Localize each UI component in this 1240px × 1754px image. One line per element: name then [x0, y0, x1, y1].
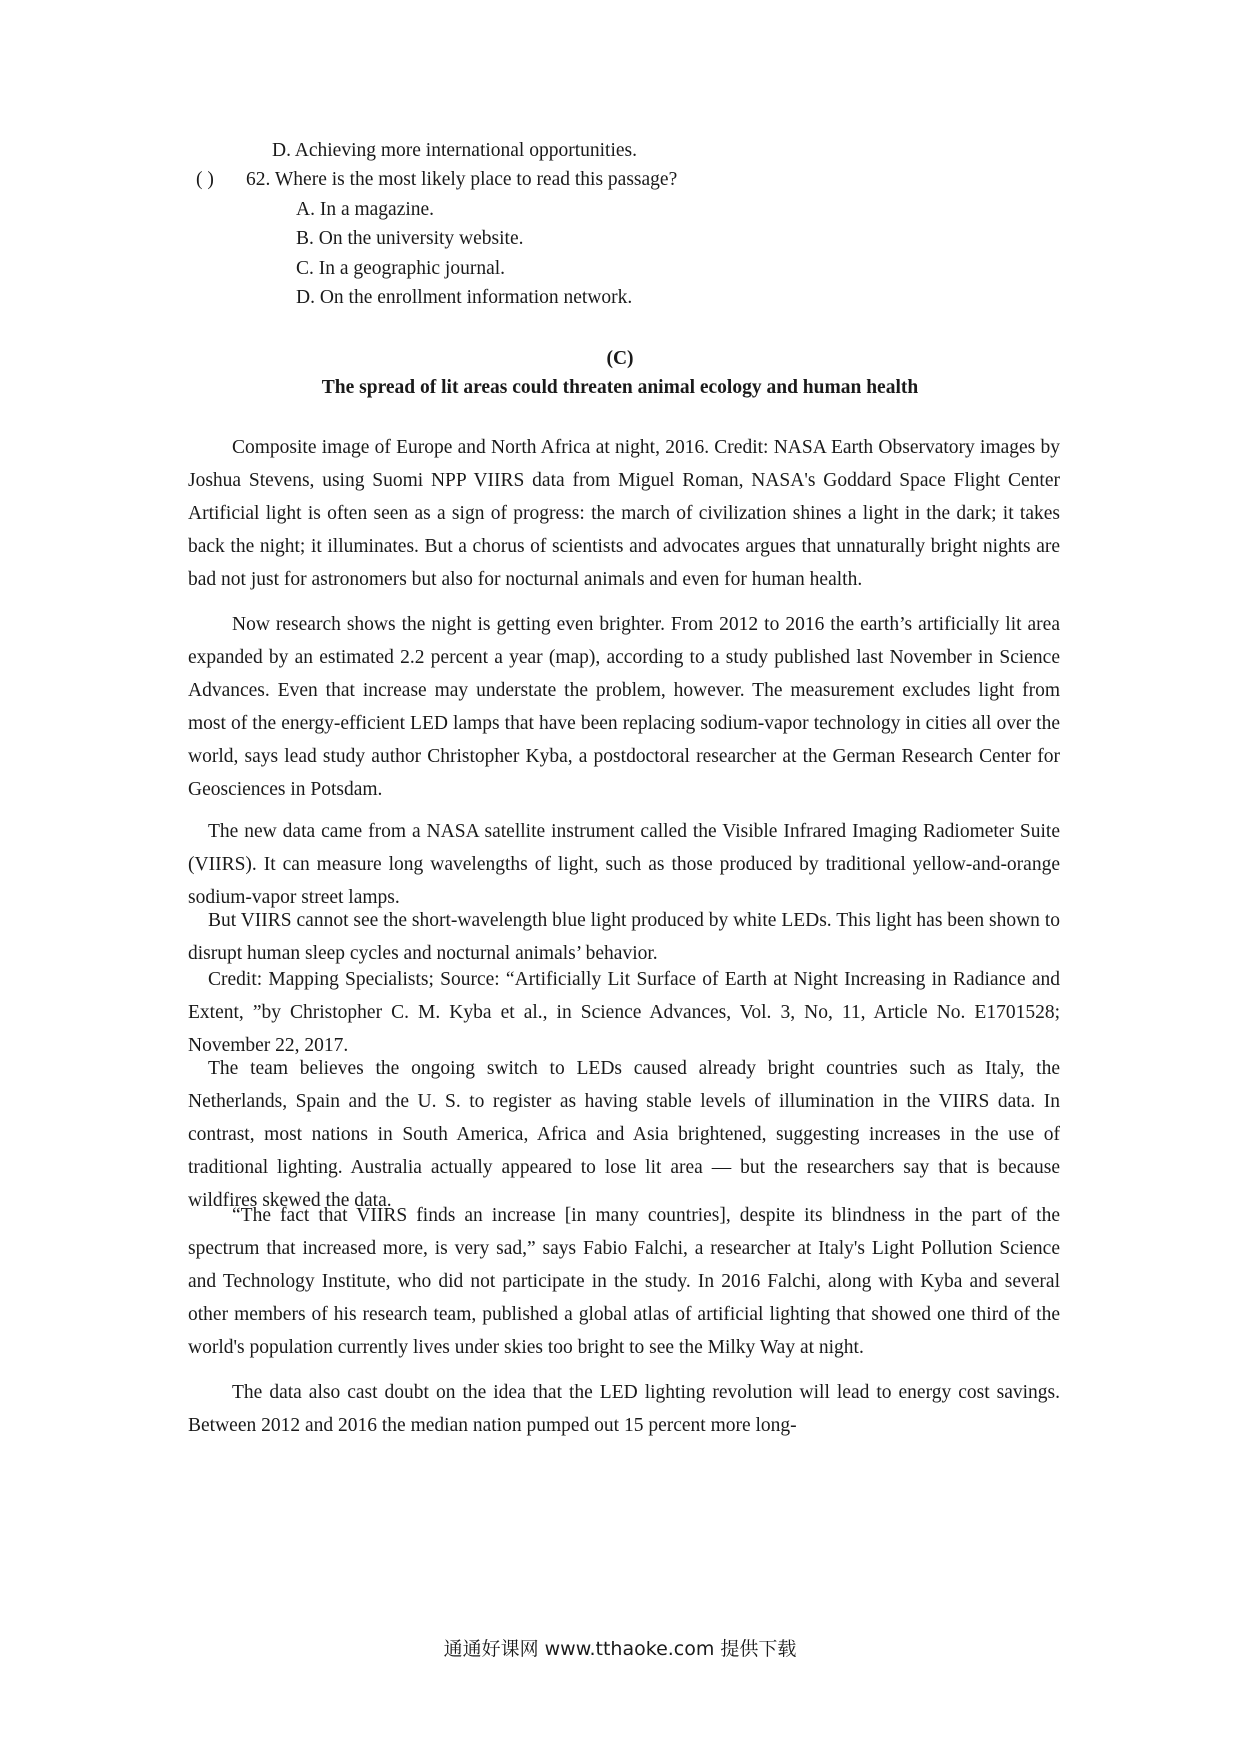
paragraph-8: The data also cast doubt on the idea that the LED lighting revolution will lead to energy cost savings. Between 2012 and 2016 the median nation pumped out 15 percent more long- [188, 1382, 1060, 1436]
section-label: (C) [606, 348, 634, 369]
question-62-option-b: B. On the university website. [296, 228, 524, 249]
paragraph-7: “The fact that VIIRS finds an increase [in many countries], despite its blindness in the part of the spectrum that increased more, is very sad,” says Fabio Falchi, a researcher at Italy's Light Pollution Science and Technology Institute, who did not participate in the study. In 2016 Falchi, along with Kyba and several other members of his research team, published a global atlas of artificial lighting that showed one third of the world's population currently lives under skies too bright to see the Milky Way at night. [188, 1205, 1060, 1358]
answer-bracket: ( ) [196, 169, 214, 190]
paragraph-2: Now research shows the night is getting even brighter. From 2012 to 2016 the earth’s artificially lit area expanded by an estimated 2.2 percent a year (map), according to a study published last November in Science Advances. Even that increase may understate the problem, however. The measurement excludes light from most of the energy-efficient LED lamps that have been replacing sodium-vapor technology in cities all over the world, says lead study author Christopher Kyba, a postdoctoral researcher at the German Research Center for Geosciences in Potsdam. [188, 614, 1060, 800]
paragraph-1: Composite image of Europe and North Africa at night, 2016. Credit: NASA Earth Observatory images by Joshua Stevens, using Suomi NPP VIIRS data from Miguel Roman, NASA's Goddard Space Flight Center Artificial light is often seen as a sign of progress: the march of civilization shines a light in the dark; it takes back the night; it illuminates. But a chorus of scientists and advocates argues that unnaturally bright nights are bad not just for astronomers but also for nocturnal animals and even for human health. [188, 437, 1060, 590]
question-62-option-a: A. In a magazine. [296, 199, 435, 220]
question-62-option-d: D. On the enrollment information network. [296, 287, 633, 308]
paragraph-4: But VIIRS cannot see the short-wavelength blue light produced by white LEDs. This light has been shown to disrupt human sleep cycles and nocturnal animals’ behavior. [188, 910, 1060, 964]
paragraph-6: The team believes the ongoing switch to LEDs caused already bright countries such as Italy, the Netherlands, Spain and the U. S. to register as having stable levels of illumination in the VIIRS data. In contrast, most nations in South America, Africa and Asia brightened, suggesting increases in the use of traditional lighting. Australia actually appeared to lose lit area — but the researchers say that is because wildfires skewed the data. [188, 1058, 1060, 1211]
passage-title: The spread of lit areas could threaten animal ecology and human health [321, 377, 919, 398]
question-62-stem: 62. Where is the most likely place to read this passage? [246, 169, 678, 190]
paragraph-5-credit: Credit: Mapping Specialists; Source: “Artificially Lit Surface of Earth at Night Increasing in Radiance and Extent, ”by Christopher C. M. Kyba et al., in Science Advances, Vol. 3, No, 11, Article No. E1701528; November 22, 2017. [188, 969, 1060, 1056]
question-62-option-c: C. In a geographic journal. [296, 258, 506, 279]
page-footer: 通通好课网 www.tthaoke.com 提供下载 [443, 1638, 797, 1660]
paragraph-3: The new data came from a NASA satellite instrument called the Visible Infrared Imaging Radiometer Suite (VIIRS). It can measure long wavelengths of light, such as those produced by traditional yellow-and-orange sodium-vapor street lamps. [188, 821, 1060, 908]
prev-question-option-d: D. Achieving more international opportunities. [272, 140, 638, 161]
